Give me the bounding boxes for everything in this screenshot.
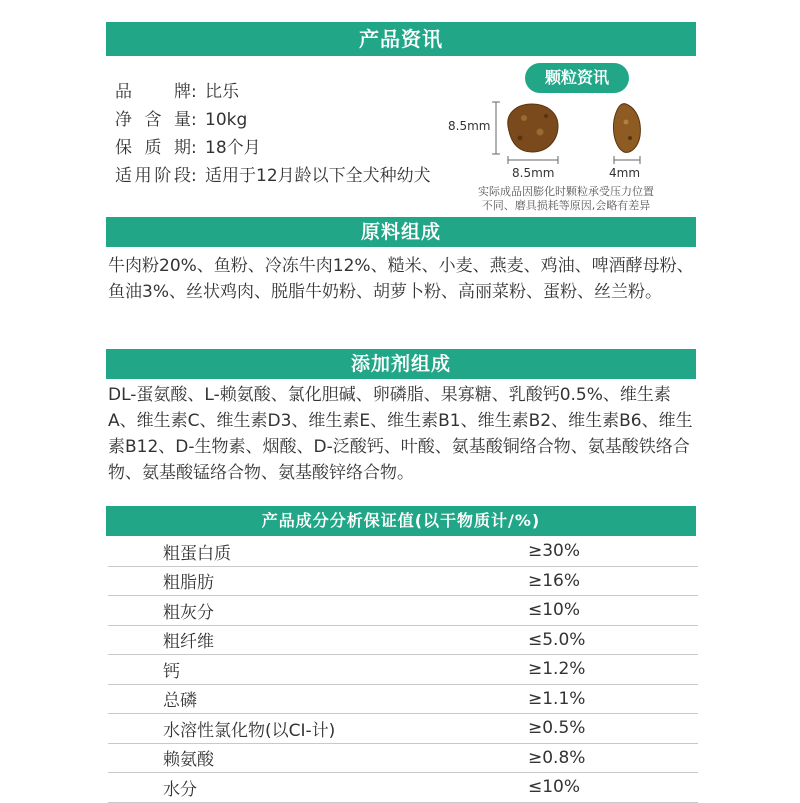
- nutrient-name: 粗脂肪: [108, 566, 528, 596]
- info-value: 18个月: [205, 138, 261, 158]
- info-value: 比乐: [205, 82, 239, 102]
- nutrient-value: ≥1.1%: [528, 684, 698, 714]
- kibble-side-image: [613, 104, 640, 153]
- table-row: [108, 655, 698, 685]
- table-row: [108, 596, 698, 626]
- info-key: 适用阶段: [115, 166, 191, 186]
- info-row-shelf-life: 保 质 期: 18个月: [115, 134, 431, 162]
- nutrient-value: ≥0.5%: [528, 714, 698, 744]
- kibble-note: 实际成品因膨化时颗粒承受压力位置 不同、磨具损耗等原因,会略有差异: [478, 185, 654, 212]
- nutrient-name: 粗蛋白质: [108, 537, 528, 566]
- table-row: [108, 625, 698, 655]
- info-row-stage: 适用阶段: 适用于12月龄以下全犬种幼犬: [115, 162, 431, 190]
- kibble-diagram: [440, 96, 690, 186]
- info-value: 适用于12月龄以下全犬种幼犬: [205, 166, 431, 186]
- info-key: 保 质 期: [115, 138, 191, 158]
- nutrient-name: 水溶性氯化物(以CI-计): [108, 714, 528, 744]
- nutrient-name: 粗纤维: [108, 625, 528, 655]
- nutrient-value: ≤10%: [528, 773, 698, 803]
- section-header-product-info: 产品资讯: [106, 22, 696, 56]
- nutrient-value: ≥16%: [528, 566, 698, 596]
- nutrient-name: 粗灰分: [108, 596, 528, 626]
- kibble-info-badge: 颗粒资讯: [525, 63, 629, 93]
- kibble-width-label: 8.5mm: [512, 166, 555, 180]
- nutrient-name: 水分: [108, 773, 528, 803]
- table-row: [108, 743, 698, 773]
- nutrient-value: ≤10%: [528, 596, 698, 626]
- info-value: 10kg: [205, 110, 248, 130]
- additives-text: DL-蛋氨酸、L-赖氨酸、氯化胆碱、卵磷脂、果寡糖、乳酸钙0.5%、维生素A、维生素C、维生素D3、维生素E、维生素B1、维生素B2、维生素B6、维生素B12、D-生物素、烟酸、D-泛酸钙、叶酸、氨基酸铜络合物、氨基酸铁络合物、氨基酸锰络合物、氨基酸锌络合物。: [108, 385, 693, 483]
- ingredients-text: 牛肉粉20%、鱼粉、冷冻牛肉12%、糙米、小麦、燕麦、鸡油、啤酒酵母粉、鱼油3%、丝状鸡肉、脱脂牛奶粉、胡萝卜粉、高丽菜粉、蛋粉、丝兰粉。: [108, 256, 694, 302]
- nutrient-value: ≥1.2%: [528, 655, 698, 685]
- info-key: 净 含 量: [115, 110, 191, 130]
- table-row: [108, 773, 698, 803]
- kibble-height-label: 8.5mm: [448, 119, 491, 133]
- table-row: [108, 684, 698, 714]
- nutrient-name: 钙: [108, 655, 528, 685]
- table-row: [108, 566, 698, 596]
- nutrient-name: 总磷: [108, 684, 528, 714]
- nutrient-value: ≥30%: [528, 537, 698, 566]
- section-header-analysis: 产品成分分析保证值(以干物质计/%): [106, 506, 696, 536]
- info-row-brand: 品 牌: 比乐: [115, 78, 431, 106]
- section-header-additives: 添加剂组成: [106, 349, 696, 379]
- analysis-table: [108, 537, 698, 803]
- table-row: [108, 537, 698, 566]
- section-header-ingredients: 原料组成: [106, 217, 696, 247]
- kibble-front-image: [508, 104, 558, 152]
- nutrient-name: 赖氨酸: [108, 743, 528, 773]
- table-row: [108, 714, 698, 744]
- info-row-net-weight: 净 含 量: 10kg: [115, 106, 431, 134]
- product-info-list: [115, 78, 431, 190]
- kibble-thickness-label: 4mm: [609, 166, 641, 180]
- nutrient-value: ≤5.0%: [528, 625, 698, 655]
- nutrient-value: ≥0.8%: [528, 743, 698, 773]
- info-key: 品 牌: [115, 82, 191, 102]
